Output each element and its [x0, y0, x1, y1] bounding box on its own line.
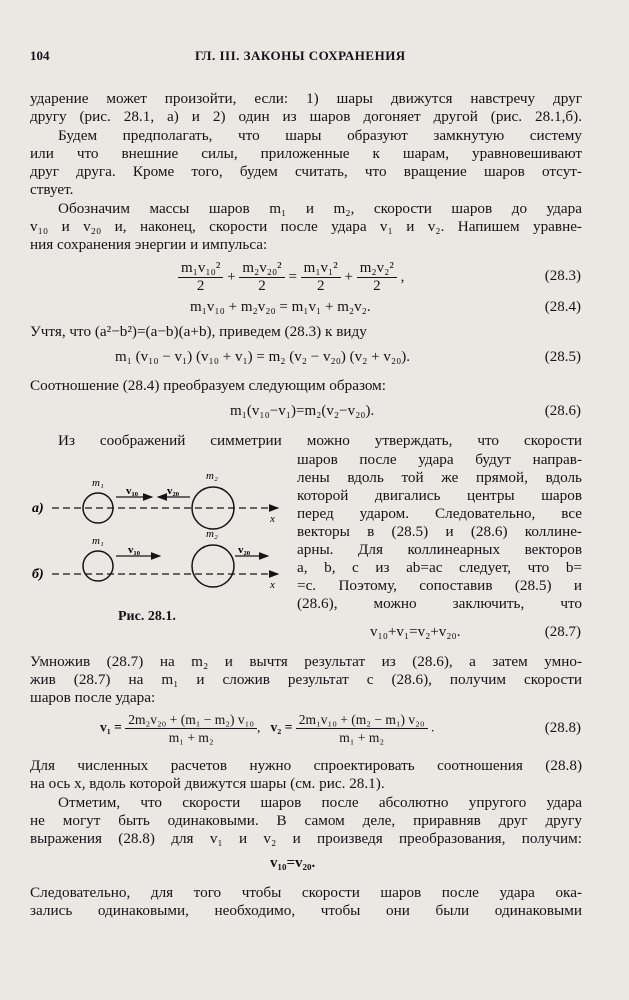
equation-28-4: m₁v₁₀ + m₂v₂₀ = m₁v₁ + m₂v₂. [190, 299, 371, 315]
text-line: перед ударом. Следовательно, все [297, 505, 582, 522]
equation-final: v₁₀=v₂₀. [270, 855, 316, 871]
equation-number: (28.4) [544, 299, 581, 315]
text-line: Умножив (28.7) на m₂ и вычтя результат из (28.6), а затем умно- [30, 653, 582, 670]
axis-label-x: x [270, 579, 275, 591]
equation-28-5: m₁ (v₁₀ − v₁) (v₁₀ + v₁) = m₂ (v₂ − v₂₀) (v₂ + v₂₀). [115, 349, 411, 365]
text-line: лены вдоль той же прямой, вдоль [297, 469, 582, 486]
equation-number: (28.7) [544, 624, 581, 640]
text-line: ния сохранения энергии и импульса: [30, 236, 268, 253]
text-line: другу (рис. 28.1, а) и 2) один из шаров догоняет другой (рис. 28.1,б). [30, 108, 582, 125]
text-line: Из соображений симметрии можно утверждать, что скорости [58, 432, 582, 449]
label-v20: v₂₀ [238, 544, 251, 556]
text-line: v₁₀ и v₂₀ и, наконец, скорости после удара v₁ и v₂. Напишем уравне- [30, 218, 582, 235]
text-line: ствует. [30, 181, 74, 198]
text-line: арны. Для коллинеарных векторов [297, 541, 582, 558]
text-line: Обозначим массы шаров m₁ и m₂, скорости шаров до удара [58, 200, 582, 217]
axis-label-x: x [270, 513, 275, 525]
text-line: ударение может произойти, если: 1) шары движутся навстречу друг [30, 90, 582, 107]
label-v10: v₁₀ [126, 485, 139, 497]
text-line: Учтя, что (a²−b²)=(a−b)(a+b), приведем (28.3) к виду [30, 323, 367, 340]
text-line: a, b, c из ab=ac следует, что b= [297, 559, 582, 576]
label-v10: v₁₀ [128, 544, 141, 556]
equation-number: (28.5) [544, 349, 581, 365]
text-line: зались одинаковыми, необходимо, чтобы они были одинаковыми [30, 902, 582, 919]
text-line: Отметим, что скорости шаров после абсолютно упругого удара [58, 794, 582, 811]
text-line: выражения (28.8) для v₁ и v₂ и произведя преобразования, получим: [30, 830, 582, 847]
page-number: 104 [30, 48, 50, 63]
equation-28-8: v₁ = $\frac{\text{2m₂v₂₀ + (m₁ − m₂) v₁₀}}{\text{m₁ + m₂}}$ , v₂ = $\frac{\text{2m₁v₁₀ + (m₂ − m₁) v₂₀}}{\text{m₁ + m₂}}$ . [100, 712, 435, 745]
text-line: векторы в (28.5) и (28.6) коллине- [297, 523, 582, 540]
text-line: (28.6), можно заключить, что [297, 595, 582, 612]
text-line: на ось x, вдоль которой движутся шары (см. рис. 28.1). [30, 775, 385, 792]
text-line: или что внешние силы, приложенные к шарам, уравновешивают [30, 145, 582, 162]
text-line: не могут быть одинаковыми. В самом деле, приравняв друг другу [30, 812, 582, 829]
equation-28-3: $\frac{\text{m₁v₁₀²}}{2}$ + $\frac{\text{m₂v₂₀²}}{2}$ = $\frac{\text{m₁v₁²}}{2}$ + $\frac{\text{m₂v₂²}}{2}$ , [178, 260, 404, 295]
text-line: которой двигались центры шаров [297, 487, 582, 504]
ball-m2 [192, 545, 234, 587]
text-line: шаров после удара будут направ- [297, 451, 582, 468]
equation-28-6: m₁(v₁₀−v₁)=m₂(v₂−v₂₀). [230, 403, 375, 419]
text-line: Соотношение (28.4) преобразуем следующим образом: [30, 377, 386, 394]
equation-number: (28.8) [544, 720, 581, 736]
equation-number: (28.6) [544, 403, 581, 419]
row-b-label: б) [32, 567, 44, 582]
row-a-label: а) [32, 501, 44, 516]
label-v20: v₂₀ [167, 485, 180, 497]
label-m2: m₂ [206, 470, 218, 482]
figure-caption: Рис. 28.1. [118, 609, 176, 624]
label-m1: m₁ [92, 477, 104, 489]
running-title: ГЛ. III. ЗАКОНЫ СОХРАНЕНИЯ [195, 48, 406, 63]
equation-number: (28.3) [544, 268, 581, 284]
label-m2: m₂ [206, 528, 218, 540]
text-line: жив (28.7) на m₁ и сложив результат с (28.6), получим скорости [30, 671, 582, 688]
equation-28-7: v₁₀+v₁=v₂+v₂₀. [370, 624, 461, 640]
text-line: шаров после удара: [30, 689, 156, 706]
text-line: Для численных расчетов нужно спроектировать соотношения (28.8) [30, 757, 582, 774]
ball-m1 [83, 551, 113, 581]
text-line: Будем предполагать, что шары образуют замкнутую систему [58, 127, 582, 144]
text-line: друг друга. Кроме того, будем считать, что вращение шаров отсут- [30, 163, 582, 180]
label-m1: m₁ [92, 535, 104, 547]
figure-28-1 [30, 462, 288, 622]
text-line: Следовательно, для того чтобы скорости шаров после удара ока- [30, 884, 582, 901]
text-line: =c. Поэтому, сопоставив (28.5) и [297, 577, 582, 594]
